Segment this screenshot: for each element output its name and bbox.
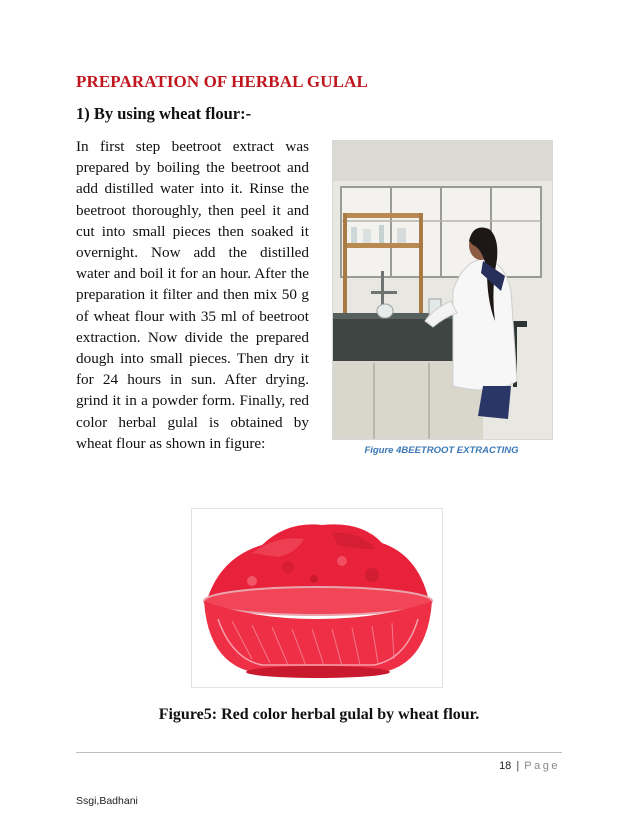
section-title: PREPARATION OF HERBAL GULAL — [76, 72, 368, 91]
figure-5-caption: Figure5: Red color herbal gulal by wheat flour. — [158, 706, 480, 723]
footer-divider — [76, 752, 562, 753]
footer-institution: Ssgi,Badhani — [76, 795, 138, 807]
page-label: Page — [524, 760, 560, 772]
page-number — [499, 760, 560, 772]
beetroot-extracting-photo — [332, 140, 553, 440]
body-paragraph: In first step beetroot extract was prepared by boiling the beetroot and add distilled water into it. Rinse the beetroot thoroughly, then peel it and cut into small pieces then soaked it overnight. Now add the distilled water and boil it for an hour. After the preparation it filter and then mix 50 g of wheat flour with 35 ml of beetroot extraction. Now divide the prepared dough into small pieces. Then dry it for 24 hours in sun. After drying. grind it in a powder form. Finally, red color herbal gulal is obtained by wheat flour as shown in figure: — [76, 138, 309, 452]
page-separator: | — [516, 760, 520, 772]
figure-4-caption: Figure 4BEETROOT EXTRACTING — [364, 445, 519, 456]
red-gulal-bowl-photo — [191, 508, 443, 688]
page-number-value: 18 — [499, 760, 512, 772]
subsection-title: 1) By using wheat flour:- — [76, 104, 252, 123]
